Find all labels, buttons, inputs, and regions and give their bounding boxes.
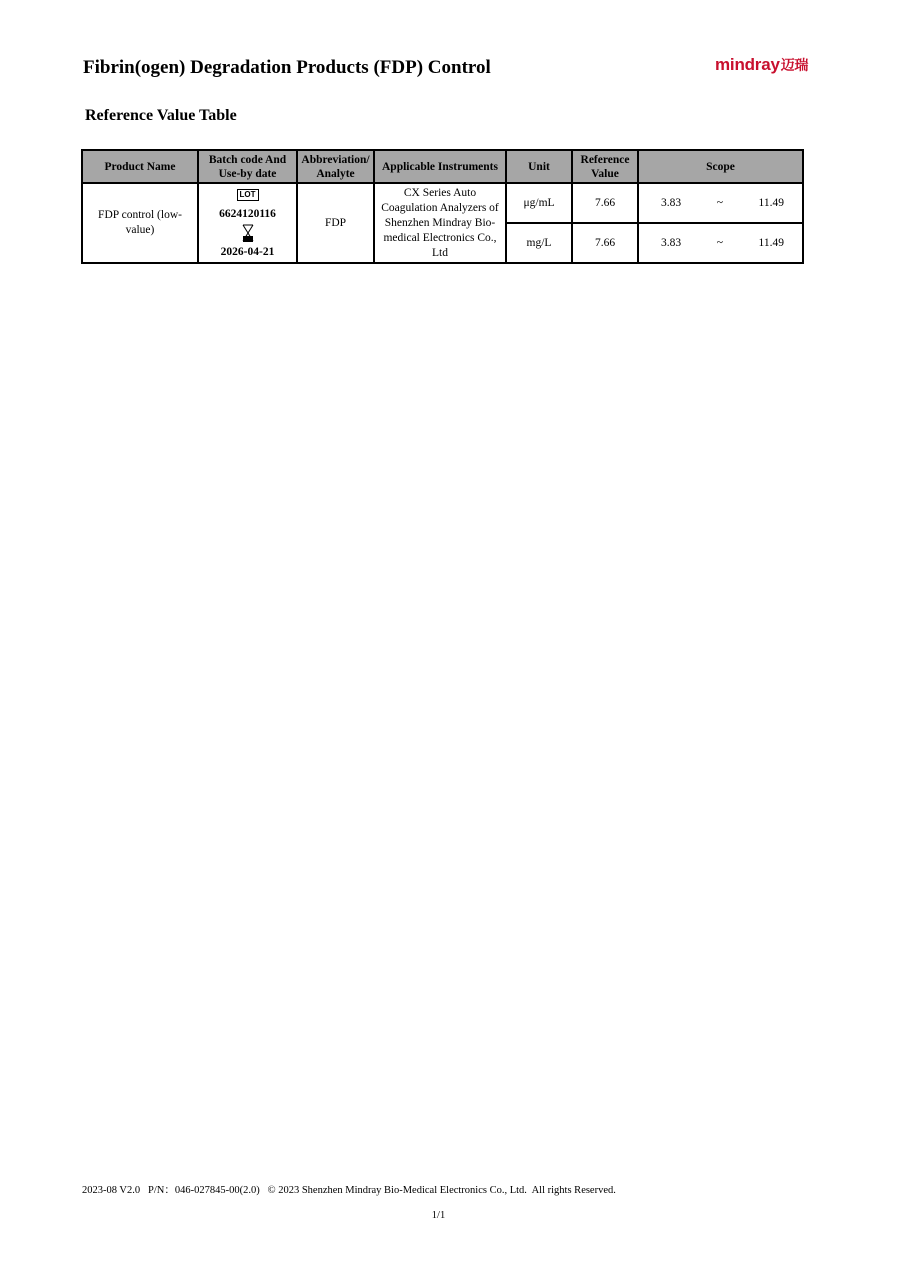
scope-low: 3.83 [661, 236, 682, 249]
lot-icon: LOT [237, 189, 259, 201]
header-scope: Scope [638, 150, 803, 183]
header-ref-line2: Value [591, 167, 619, 180]
header-batch-code [198, 150, 297, 183]
header-unit: Unit [506, 150, 572, 183]
batch-code-cell [198, 183, 297, 263]
header-abbr-line1: Abbreviation/ [301, 153, 370, 166]
scope-separator: ~ [716, 196, 723, 209]
use-by-hourglass-icon [242, 224, 254, 243]
header-instruments: Applicable Instruments [374, 150, 506, 183]
lot-number: 6624120116 [219, 207, 276, 220]
scope-cell [638, 183, 803, 223]
header-reference [572, 150, 638, 183]
abbreviation-cell: FDP [297, 183, 374, 263]
header-abbreviation [297, 150, 374, 183]
scope-high: 11.49 [758, 236, 784, 249]
product-name-line1: FDP control (low- [98, 209, 182, 221]
use-by-date: 2026-04-21 [220, 245, 275, 258]
mindray-logo [715, 55, 808, 75]
product-name-cell [82, 183, 198, 263]
instruments-cell [374, 183, 506, 263]
table-header-row [82, 150, 803, 183]
scope-high: 11.49 [758, 196, 784, 209]
header-ref-line1: Reference [580, 153, 630, 166]
instrument-line: CX Series Auto [403, 186, 477, 199]
instrument-line: medical Electronics Co., [383, 231, 497, 244]
table-row [82, 183, 803, 223]
document-title: Fibrin(ogen) Degradation Products (FDP) Control [83, 57, 491, 78]
page-number: 1/1 [431, 1210, 446, 1221]
header-abbr-line2: Analyte [316, 167, 355, 180]
instrument-line: Shenzhen Mindray Bio- [384, 216, 496, 229]
scope-cell [638, 223, 803, 263]
reference-value-cell: 7.66 [572, 183, 638, 223]
logo-chinese: 迈瑞 [780, 57, 809, 73]
instrument-line: Ltd [432, 246, 448, 259]
footer-copyright: 2023-08 V2.0 P/N：046-027845-00(2.0) © 2023 Shenzhen Mindray Bio-Medical Electronics Co., Ltd. All rights Reserved. [82, 1185, 616, 1196]
header-product-name: Product Name [82, 150, 198, 183]
scope-low: 3.83 [661, 196, 682, 209]
scope-separator: ~ [716, 236, 723, 249]
reference-value-table [81, 149, 804, 264]
instrument-line: Coagulation Analyzers of [381, 201, 499, 214]
header-batch-line2: Use-by date [218, 167, 277, 180]
section-title: Reference Value Table [85, 107, 237, 124]
reference-value-cell: 7.66 [572, 223, 638, 263]
product-name-line2: value) [125, 224, 155, 236]
logo-latin: mindray [715, 55, 780, 74]
unit-cell: mg/L [506, 223, 572, 263]
header-batch-line1: Batch code And [208, 153, 287, 166]
unit-cell: μg/mL [506, 183, 572, 223]
